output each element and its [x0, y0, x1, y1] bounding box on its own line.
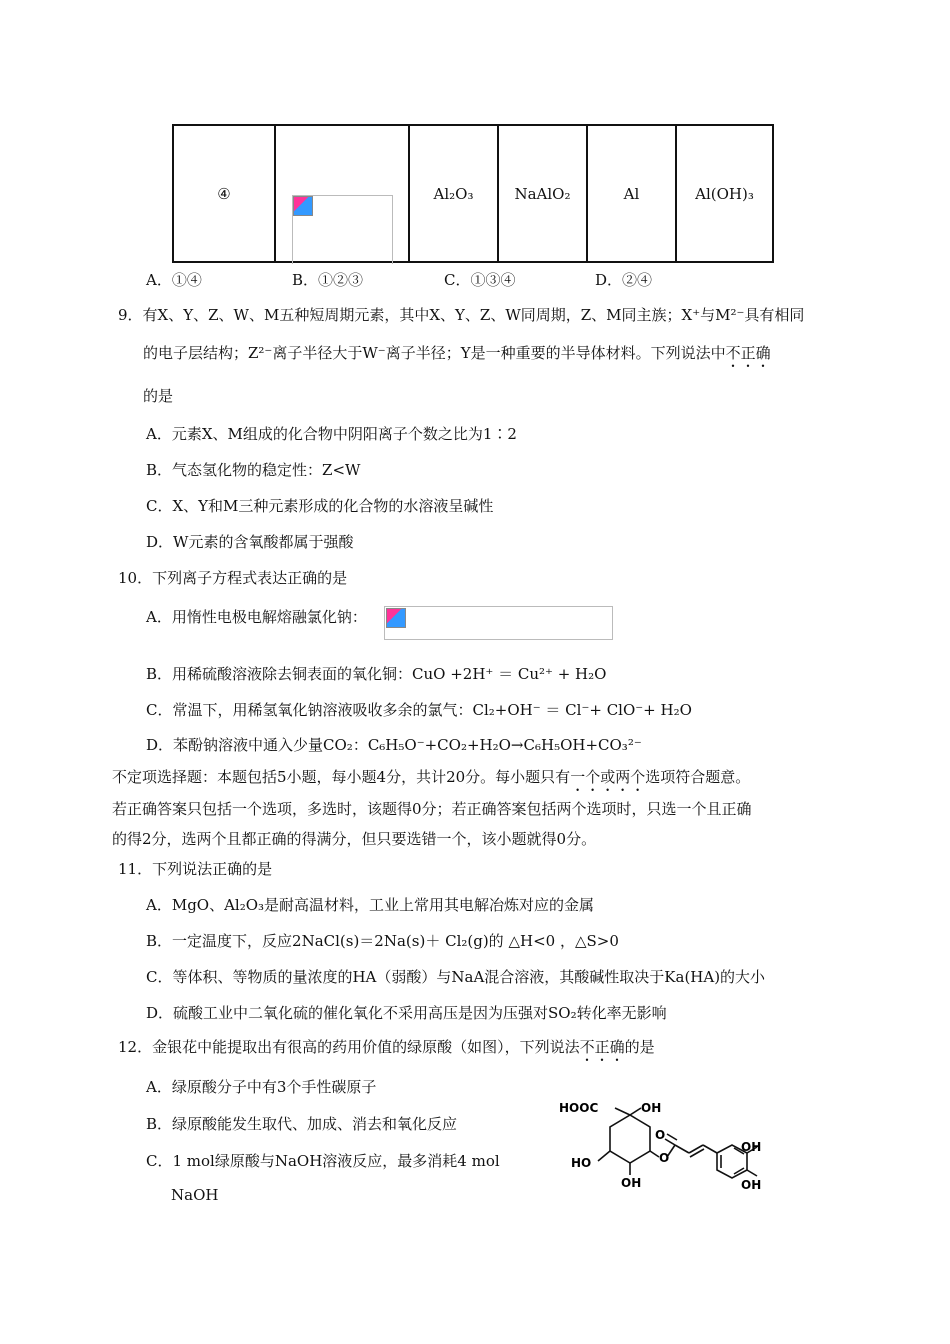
- table-cell-5: Al: [587, 125, 676, 262]
- carbonyl-o-label: O: [655, 1128, 666, 1142]
- emphasis-not-correct-2: 不正确: [579, 1038, 625, 1056]
- oh-mid-label: OH: [621, 1176, 642, 1190]
- oh-top-label: OH: [641, 1101, 662, 1115]
- q9-stem-line1: 9．有X、Y、Z、W、M五种短周期元素，其中X、Y、Z、W同周期，Z、M同主族；X⁺与M²⁻具有相同: [118, 306, 805, 324]
- q9-option-c: C．X、Y和M三种元素形成的化合物的水溶液呈碱性: [146, 497, 494, 515]
- q10-option-d: D．苯酚钠溶液中通入少量CO₂：C₆H₅O⁻+CO₂+H₂O→C₆H₅OH+CO₃²⁻: [146, 736, 642, 754]
- broken-image-icon: [293, 196, 313, 216]
- hooc-label: HOOC: [559, 1101, 599, 1115]
- q9-option-a: A．元素X、M组成的化合物中阴阳离子个数之比为1∶2: [146, 425, 517, 443]
- q11-option-d: D．硫酸工业中二氧化硫的催化氧化不采用高压是因为压强对SO₂转化率无影响: [146, 1004, 667, 1022]
- q12-option-b: B．绿原酸能发生取代、加成、消去和氧化反应: [146, 1115, 458, 1133]
- q12-option-c-cont: NaOH: [171, 1186, 219, 1204]
- q8-option-c: C．①③④: [444, 271, 516, 289]
- q10-stem: 10．下列离子方程式表达正确的是: [118, 569, 348, 587]
- compound-table: [172, 124, 774, 263]
- table-cell-4: NaAlO₂: [498, 125, 587, 262]
- q9-stem-line3: 的是: [143, 387, 174, 405]
- q12-option-c: C．1 mol绿原酸与NaOH溶液反应，最多消耗4 mol: [146, 1152, 500, 1170]
- emphasis-one-or-two: 一个或两个: [570, 768, 646, 786]
- oh-ring1-label: OH: [741, 1140, 762, 1154]
- q12-option-a: A．绿原酸分子中有3个手性碳原子: [146, 1078, 377, 1096]
- oh-ring2-label: OH: [741, 1178, 762, 1192]
- q9-option-b: B．气态氢化物的稳定性：Z<W: [146, 461, 361, 479]
- q11-option-b: B．一定温度下，反应2NaCl(s)＝2Na(s)＋ Cl₂(g)的 △H<0 ，△S>0: [146, 932, 619, 950]
- q8-option-a: A．①④: [146, 271, 202, 289]
- section-line3: 的得2分，选两个且都正确的得满分，但只要选错一个，该小题就得0分。: [112, 830, 597, 848]
- equation-image-frame: [384, 606, 613, 640]
- table-cell-1: ④: [173, 125, 275, 262]
- emphasis-not-correct: 不正确: [725, 344, 771, 362]
- section-line1: 不定项选择题：本题包括5小题，每小题4分，共计20分。每小题只有一个或两个选项符合题意。: [112, 768, 751, 786]
- table-cell-3: Al₂O₃: [409, 125, 498, 262]
- section-line2: 若正确答案只包括一个选项，多选时，该题得0分；若正确答案包括两个选项时，只选一个且正确: [112, 800, 752, 818]
- q12-stem: 12．金银花中能提取出有很高的药用价值的绿原酸（如图），下列说法不正确的是: [118, 1038, 655, 1056]
- q11-option-c: C．等体积、等物质的量浓度的HA（弱酸）与NaA混合溶液，其酸碱性取决于Ka(HA)的大小: [146, 968, 766, 986]
- q10-option-b: B．用稀硫酸溶液除去铜表面的氧化铜：CuO +2H⁺ ＝ Cu²⁺ + H₂O: [146, 665, 607, 683]
- broken-image-icon: [386, 608, 406, 628]
- q10-option-c: C．常温下，用稀氢氧化钠溶液吸收多余的氯气：Cl₂+OH⁻ ＝ Cl⁻+ ClO⁻+ H₂O: [146, 701, 692, 719]
- q9-stem-line2: 的电子层结构；Z²⁻离子半径大于W⁻离子半径；Y是一种重要的半导体材料。下列说法中不正确: [143, 344, 771, 362]
- table-cell-6: Al(OH)₃: [676, 125, 773, 262]
- q8-option-b: B．①②③: [292, 271, 364, 289]
- q8-option-d: D．②④: [595, 271, 653, 289]
- chlorogenic-acid-structure: [555, 1095, 770, 1205]
- q9-option-d: D．W元素的含氧酸都属于强酸: [146, 533, 354, 551]
- ho-left-label: HO: [571, 1156, 592, 1170]
- ester-o-label: O: [659, 1151, 670, 1165]
- q11-option-a: A．MgO、Al₂O₃是耐高温材料，工业上常用其电解冶炼对应的金属: [146, 896, 595, 914]
- q10-option-a: A．用惰性电极电解熔融氯化钠：: [146, 608, 367, 626]
- q11-stem: 11．下列说法正确的是: [118, 860, 273, 878]
